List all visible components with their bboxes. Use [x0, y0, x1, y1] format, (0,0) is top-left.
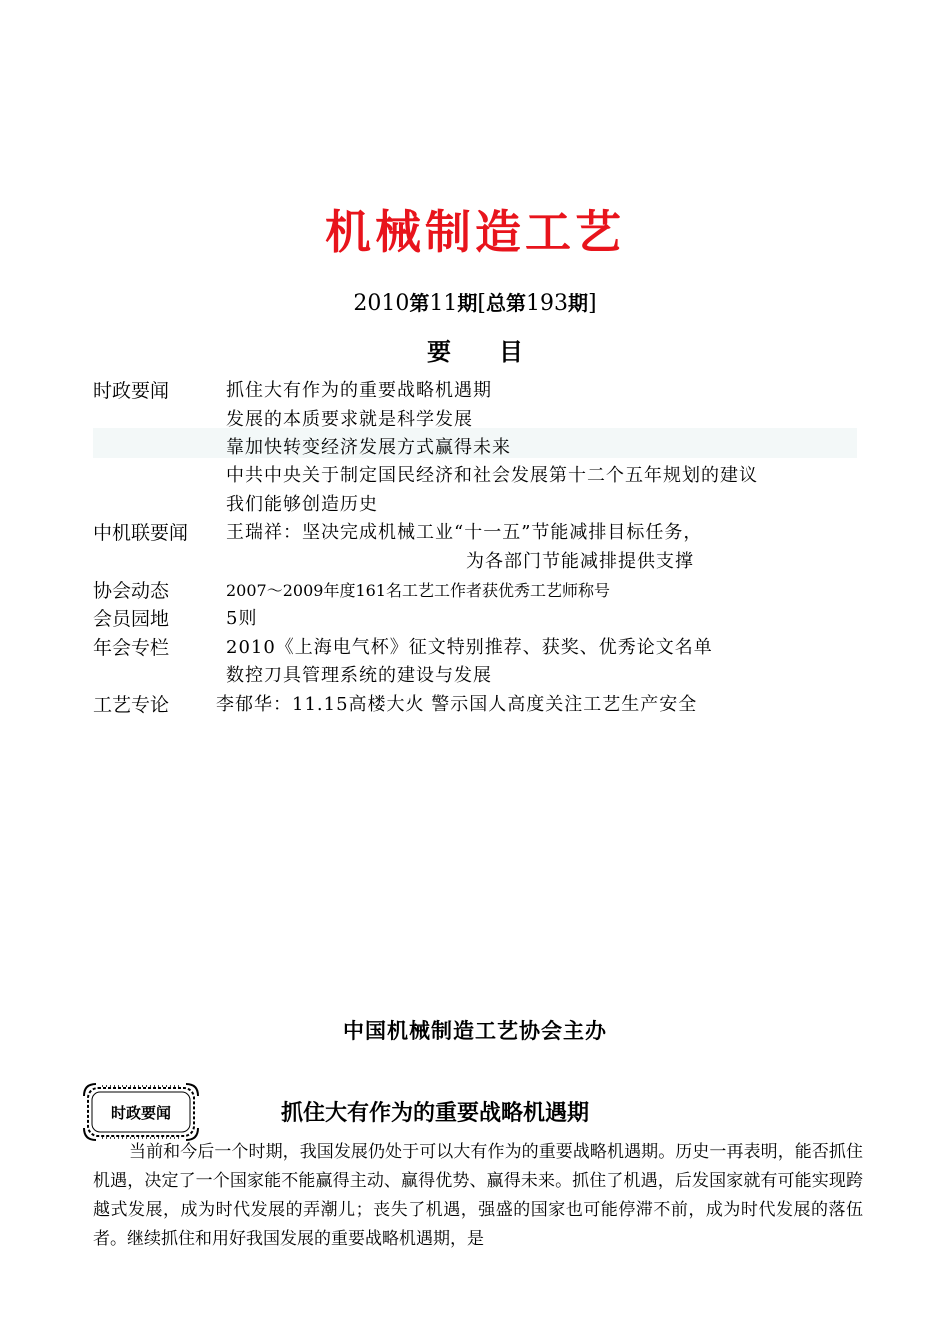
article-body: [93, 1138, 863, 1254]
issue-bracket-close: ]: [588, 291, 597, 316]
toc-category-annual: 年会专栏: [93, 637, 170, 659]
toc-item[interactable]: 抓住大有作为的重要战略机遇期: [226, 380, 492, 401]
issue-number: 11: [429, 291, 458, 316]
toc-item[interactable]: 2007～2009年度161名工艺工作者获优秀工艺师称号: [226, 581, 610, 600]
issue-total-number: 193: [526, 291, 568, 316]
toc-item[interactable]: 为各部门节能减排提供支撑: [466, 551, 694, 572]
issue-total-word-2: 期: [568, 291, 588, 315]
contents-heading: 要 目: [427, 338, 523, 366]
issue-year: 2010: [353, 291, 410, 316]
toc-category-member: 会员园地: [93, 608, 170, 630]
issue-word-1: 第: [409, 291, 430, 315]
article-title: 抓住大有作为的重要战略机遇期: [281, 1101, 590, 1126]
toc-item[interactable]: 李郁华：11.15高楼大火 警示国人高度关注工艺生产安全: [216, 694, 698, 715]
issue-total-word: 总第: [486, 291, 526, 315]
toc-item[interactable]: 靠加快转变经济发展方式赢得未来: [226, 437, 511, 458]
toc-item[interactable]: 王瑞祥：坚决完成机械工业“十一五”节能减排目标任务，: [226, 522, 703, 543]
toc-category-cmif: 中机联要闻: [93, 522, 189, 544]
toc-category-tech: 工艺专论: [93, 694, 170, 716]
article-paragraph: 当前和今后一个时期，我国发展仍处于可以大有作为的重要战略机遇期。历史一再表明，能否抓住机遇，决定了一个国家能不能赢得主动、赢得优势、赢得未来。抓住了机遇，后发国家就有可能实现跨越式发展，成为时代发展的弄潮儿；丧失了机遇，强盛的国家也可能停滞不前，成为时代发展的落伍者。继续抓住和用好我国发展的重要战略机遇期，是: [93, 1142, 863, 1249]
journal-title: 机械制造工艺: [325, 205, 625, 259]
sponsor-line: 中国机械制造工艺协会主办: [343, 1019, 607, 1043]
issue-line: [0, 287, 950, 316]
toc-category-news: 时政要闻: [93, 380, 170, 402]
section-badge: [82, 1082, 200, 1142]
toc-item[interactable]: 我们能够创造历史: [226, 494, 378, 515]
toc-item[interactable]: 发展的本质要求就是科学发展: [226, 409, 473, 430]
toc-item[interactable]: 2010《上海电气杯》征文特别推荐、获奖、优秀论文名单: [226, 637, 713, 658]
toc-item[interactable]: 数控刀具管理系统的建设与发展: [226, 665, 492, 686]
section-badge-label: 时政要闻: [110, 1104, 171, 1122]
toc-item[interactable]: 中共中央关于制定国民经济和社会发展第十二个五年规划的建议: [226, 465, 758, 486]
issue-word-2: 期: [457, 291, 478, 315]
issue-bracket-open: [: [477, 291, 486, 316]
toc-category-association: 协会动态: [93, 580, 170, 602]
toc-item[interactable]: 5则: [226, 608, 258, 629]
